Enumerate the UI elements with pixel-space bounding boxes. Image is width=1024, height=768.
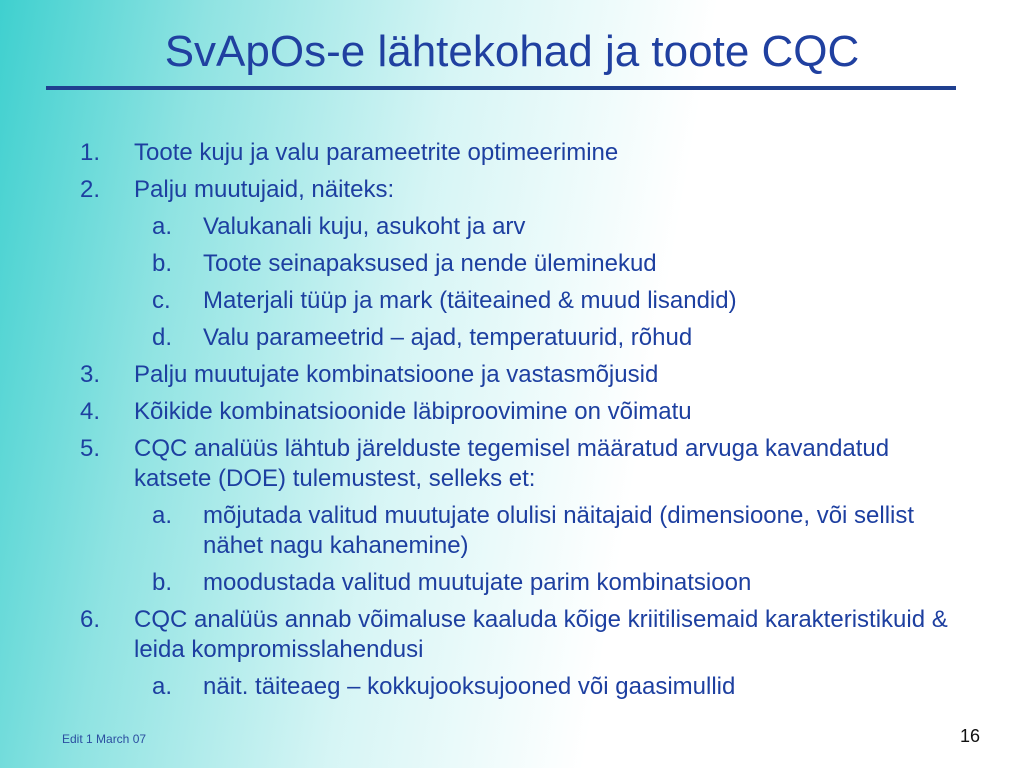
list-item-text: Kõikide kombinatsioonide läbiproovimine on võimatu: [134, 398, 692, 425]
footer-edit-date: Edit 1 March 07: [62, 732, 147, 746]
list-item-text: Toote seinapaksused ja nende üleminekud: [203, 250, 657, 277]
slide-content: [0, 138, 1024, 709]
sub-list-item: [0, 568, 1024, 598]
list-marker: 3.: [80, 361, 101, 388]
list-marker: d.: [152, 324, 173, 351]
sub-list-item: [0, 249, 1024, 279]
list-marker: a.: [152, 213, 173, 240]
page-number: 16: [960, 726, 981, 746]
list-item: [0, 138, 1024, 168]
list-marker: 6.: [80, 606, 101, 633]
list-marker: a.: [152, 673, 173, 700]
list-item-text: Palju muutujaid, näiteks:: [134, 176, 395, 203]
list-item-text: Valukanali kuju, asukoht ja arv: [203, 213, 526, 240]
list-marker: 1.: [80, 139, 101, 166]
list-item: [0, 434, 1024, 494]
list-item: [0, 397, 1024, 427]
list-item-text: näit. täiteaeg – kokkujooksujooned või gaasimullid: [203, 673, 736, 700]
list-item-text: CQC analüüs lähtub järelduste tegemisel määratud arvuga kavandatud katsete (DOE) tulemustest, selleks et:: [134, 435, 890, 492]
sub-list-item: [0, 212, 1024, 242]
list-item: [0, 175, 1024, 205]
list-item-text: Palju muutujate kombinatsioone ja vastasmõjusid: [134, 361, 659, 388]
list-item-text: mõjutada valitud muutujate olulisi näitajaid (dimensioone, või sellist nähet nagu kahanemine): [203, 502, 915, 559]
sub-list-item: [0, 501, 1024, 561]
sub-list-item: [0, 672, 1024, 702]
list-item: [0, 360, 1024, 390]
list-marker: a.: [152, 502, 173, 529]
list-item: [0, 605, 1024, 665]
list-item-text: Valu parameetrid – ajad, temperatuurid, rõhud: [203, 324, 693, 351]
title-underline: [46, 86, 956, 90]
list-marker: 4.: [80, 398, 101, 425]
list-item-text: Materjali tüüp ja mark (täiteained & muud lisandid): [203, 287, 737, 314]
slide-title: SvApOs-e lähtekohad ja toote CQC: [164, 27, 860, 76]
list-marker: b.: [152, 569, 173, 596]
list-item-text: CQC analüüs annab võimaluse kaaluda kõige kriitilisemaid karakteristikuid & leida kompromisslahendusi: [134, 606, 948, 663]
list-marker: 2.: [80, 176, 101, 203]
sub-list-item: [0, 323, 1024, 353]
sub-list-item: [0, 286, 1024, 316]
list-marker: c.: [152, 287, 171, 314]
list-item-text: moodustada valitud muutujate parim kombinatsioon: [203, 569, 752, 596]
list-item-text: Toote kuju ja valu parameetrite optimeerimine: [134, 139, 619, 166]
list-marker: 5.: [80, 435, 101, 462]
list-marker: b.: [152, 250, 173, 277]
